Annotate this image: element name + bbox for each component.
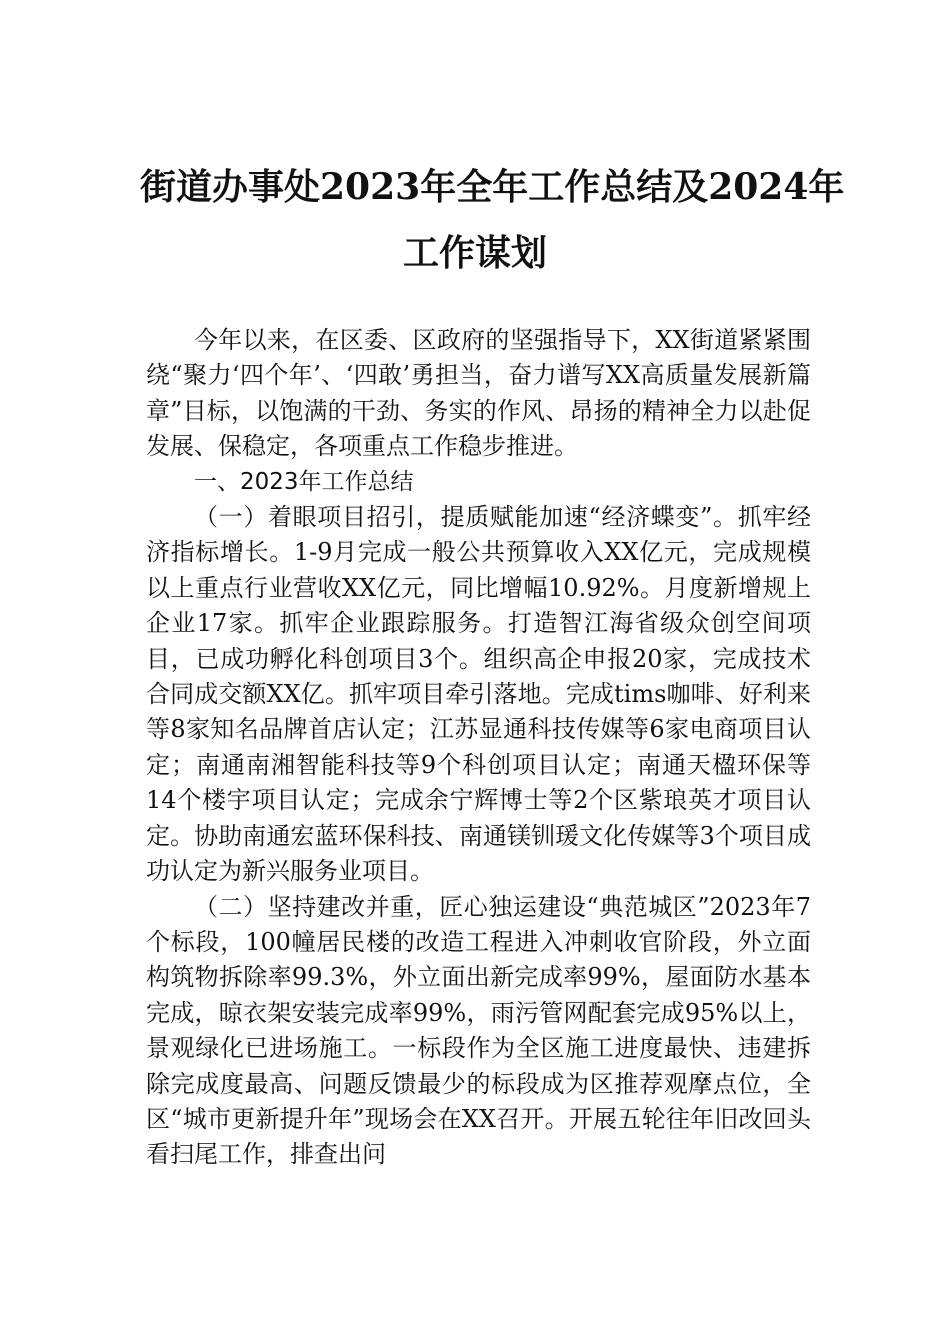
subsection-1-paragraph [146, 500, 811, 889]
document-title-line1: 街道办事处2023年全年工作总结及2024年 [140, 166, 845, 208]
subsection-2-body: 2023年7个标段，100幢居民楼的改造工程进入冲刺收官阶段，外立面构筑物拆除率99.3%，外立面出新完成率99%，屋面防水基本完成，晾衣架安装完成率99%，雨污管网配套完成95%以上，景观绿化已进场施工。一标段作为全区施工进度最快、违建拆除完成度最高、问题反馈最少的标段成为区推荐观摩点位，全区“城市更新提升年”现场会在XX召开。开展五轮往年旧改回头看扫尾工作，排查出问 [146, 892, 811, 1169]
subsection-2-heading: （二）坚持建改并重，匠心独运建设“典范城区” [194, 892, 710, 921]
document-body [146, 323, 811, 1173]
intro-paragraph: 今年以来，在区委、区政府的坚强指导下，XX街道紧紧围绕“聚力‘四个年’、‘四敢’勇担当，奋力谱写XX高质量发展新篇章”目标，以饱满的干劲、务实的作风、昂扬的精神全力以赴促发展、保稳定，各项重点工作稳步推进。 [146, 326, 811, 461]
section-heading-2023-summary: 一、2023年工作总结 [194, 468, 414, 495]
document-title-line2: 工作谋划 [402, 232, 547, 274]
subsection-2-paragraph [146, 890, 811, 1173]
subsection-1-heading: （一）着眼项目招引，提质赋能加速“经济蝶变”。 [194, 503, 738, 532]
subsection-1-body: 抓牢经济指标增长。1-9月完成一般公共预算收入XX亿元，完成规模以上重点行业营收XX亿元，同比增幅10.92%。月度新增规上企业17家。抓牢企业跟踪服务。打造智江海省级众创空间项目，已成功孵化科创项目3个。组织高企申报20家，完成技术合同成交额XX亿。抓牢项目牵引落地。完成tims咖啡、好利来等8家知名品牌首店认定；江苏显通科技传媒等6家电商项目认定；南通南湘智能科技等9个科创项目认定；南通天楹环保等14个楼宇项目认定；完成余宁辉博士等2个区紫琅英才项目认定。协助南通宏蓝环保科技、南通镁钏瑗文化传媒等3个项目成功认定为新兴服务业项目。 [146, 503, 812, 886]
